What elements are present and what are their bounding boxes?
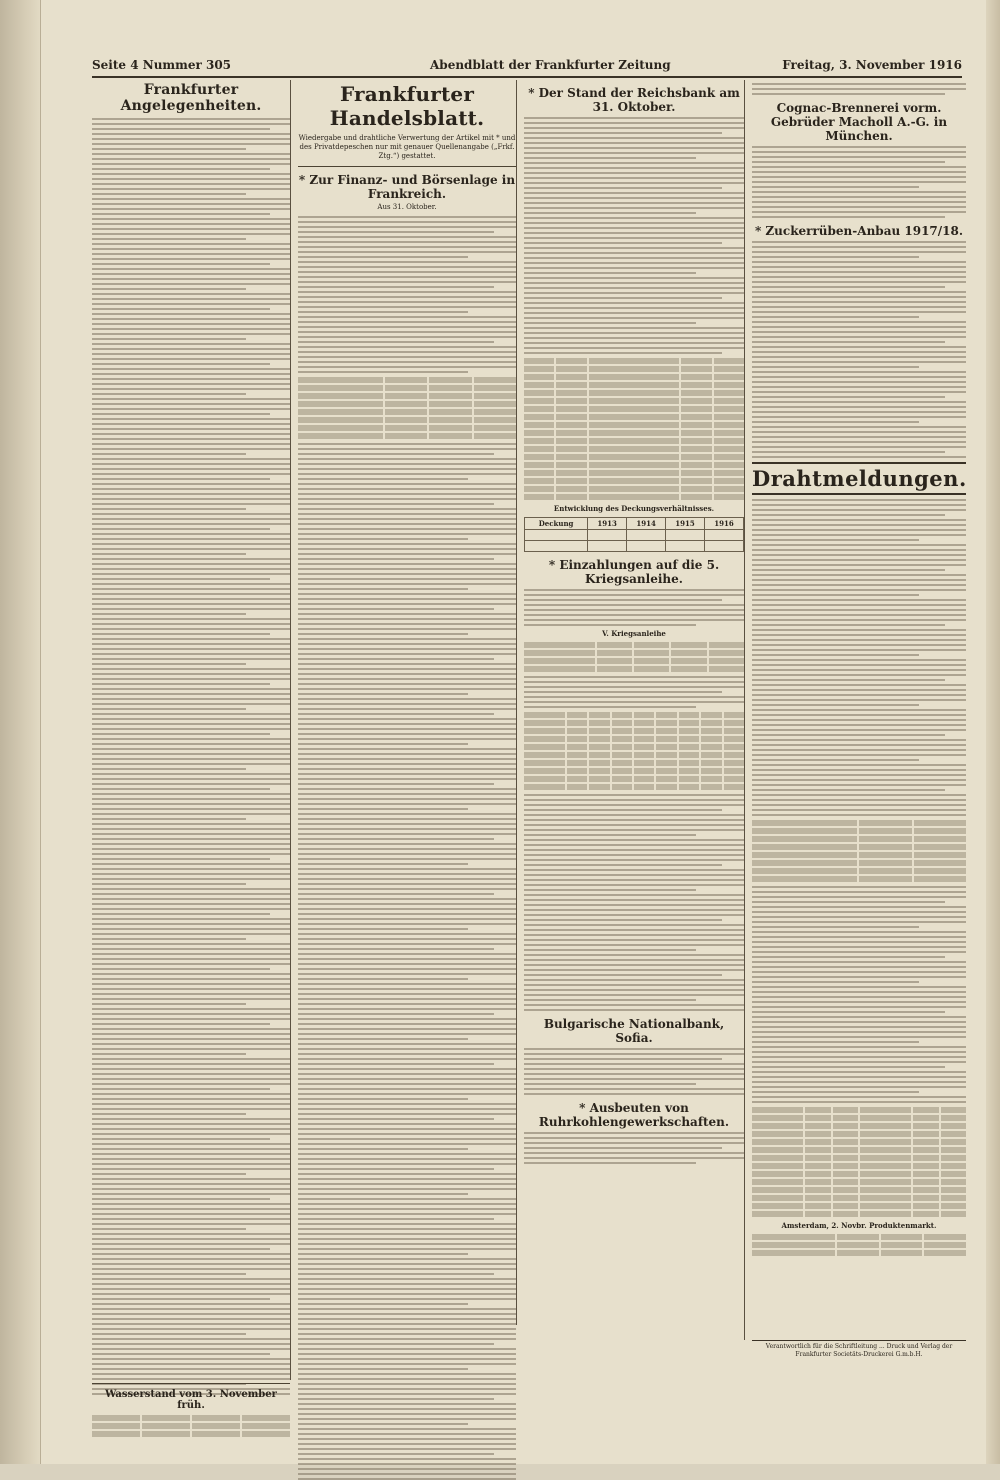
coverage-caption: Entwicklung des Deckungsverhältnisses.: [553, 504, 715, 513]
wire-reports-title: Drahtmeldungen.: [752, 462, 966, 495]
amsterdam-market-title: Amsterdam, 2. Novbr. Produktenmarkt.: [781, 1221, 937, 1230]
balance-table: [524, 358, 744, 500]
section-title-commerce: Frankfurter Handelsblatt.: [329, 82, 485, 130]
article-body: [752, 146, 966, 218]
article-body: [752, 241, 966, 458]
war-loan-table: [524, 642, 744, 672]
coverage-header: Deckung: [525, 518, 588, 530]
coverage-table: [524, 517, 744, 552]
article-body: [298, 216, 516, 373]
column-local-affairs: [92, 80, 291, 1380]
war-loan-caption: V. Kriegsanleihe: [602, 629, 666, 638]
column-reichsbank: [524, 80, 745, 1340]
article-headline: * Zur Finanz- und Börsenlage in Frankreich.: [298, 173, 516, 201]
page-header: [92, 58, 962, 78]
exchange-table: [752, 820, 966, 882]
trade-table: [298, 377, 516, 439]
column-commerce: [298, 80, 517, 1325]
masthead: Abendblatt der Frankfurter Zeitung: [430, 58, 671, 72]
coverage-header: 1913: [588, 518, 627, 530]
coverage-header: 1915: [666, 518, 705, 530]
sugar-beet-headline: * Zuckerrüben-Anbau 1917/18.: [754, 224, 964, 238]
imprint: Verantwortlich für die Schriftleitung ... Druck und Verlag der Frankfurter Societäts-Druckerei G.m.b.H.: [752, 1340, 966, 1359]
section-title: Frankfurter Angelegenheiten.: [120, 82, 262, 114]
page-number: Seite 4 Nummer 305: [92, 58, 232, 72]
article-body: [524, 117, 744, 354]
article-body-cont: [298, 443, 516, 1480]
cognac-headline: Cognac-Brennerei vorm. Gebrüder Macholl A.-G. in München.: [770, 101, 948, 143]
water-level-box: [92, 1378, 290, 1441]
coverage-header: 1916: [705, 518, 744, 530]
column-news: [752, 80, 966, 1335]
article-body: [752, 83, 966, 95]
reichsbank-headline: * Der Stand der Reichsbank am 31. Oktober.: [528, 86, 740, 114]
reprint-note: Wiedergabe und drahtliche Verwertung der Artikel mit * und des Privatdepeschen nur mit genauer Quellenangabe („Frkf. Ztg.“) gestattet.: [298, 134, 516, 160]
wire-reports-body: [752, 499, 966, 816]
clearing-table: [524, 712, 744, 790]
new-york-table: [752, 1107, 966, 1217]
water-level-title: Wasserstand vom 3. November früh.: [105, 1389, 277, 1411]
page-gutter: [0, 0, 41, 1464]
article-body: [524, 676, 744, 708]
article-body: [92, 118, 290, 1395]
ruhr-headline: * Ausbeuten von Ruhrkohlengewerkschaften.: [538, 1101, 730, 1129]
coverage-header: 1914: [627, 518, 666, 530]
article-body: [524, 1132, 744, 1164]
bulgarian-bank-headline: Bulgarische Nationalbank, Sofia.: [543, 1017, 725, 1045]
wire-reports-body: [752, 886, 966, 1103]
dateline: Aus 31. Oktober.: [377, 203, 437, 211]
article-body: [524, 1048, 744, 1095]
issue-date: Freitag, 3. November 1916: [782, 58, 962, 72]
war-loan-headline: * Einzahlungen auf die 5. Kriegsanleihe.: [548, 558, 720, 586]
article-body: [524, 794, 744, 1011]
amsterdam-table: [752, 1234, 966, 1256]
article-body: [524, 589, 744, 626]
page-edge: [986, 0, 1000, 1464]
